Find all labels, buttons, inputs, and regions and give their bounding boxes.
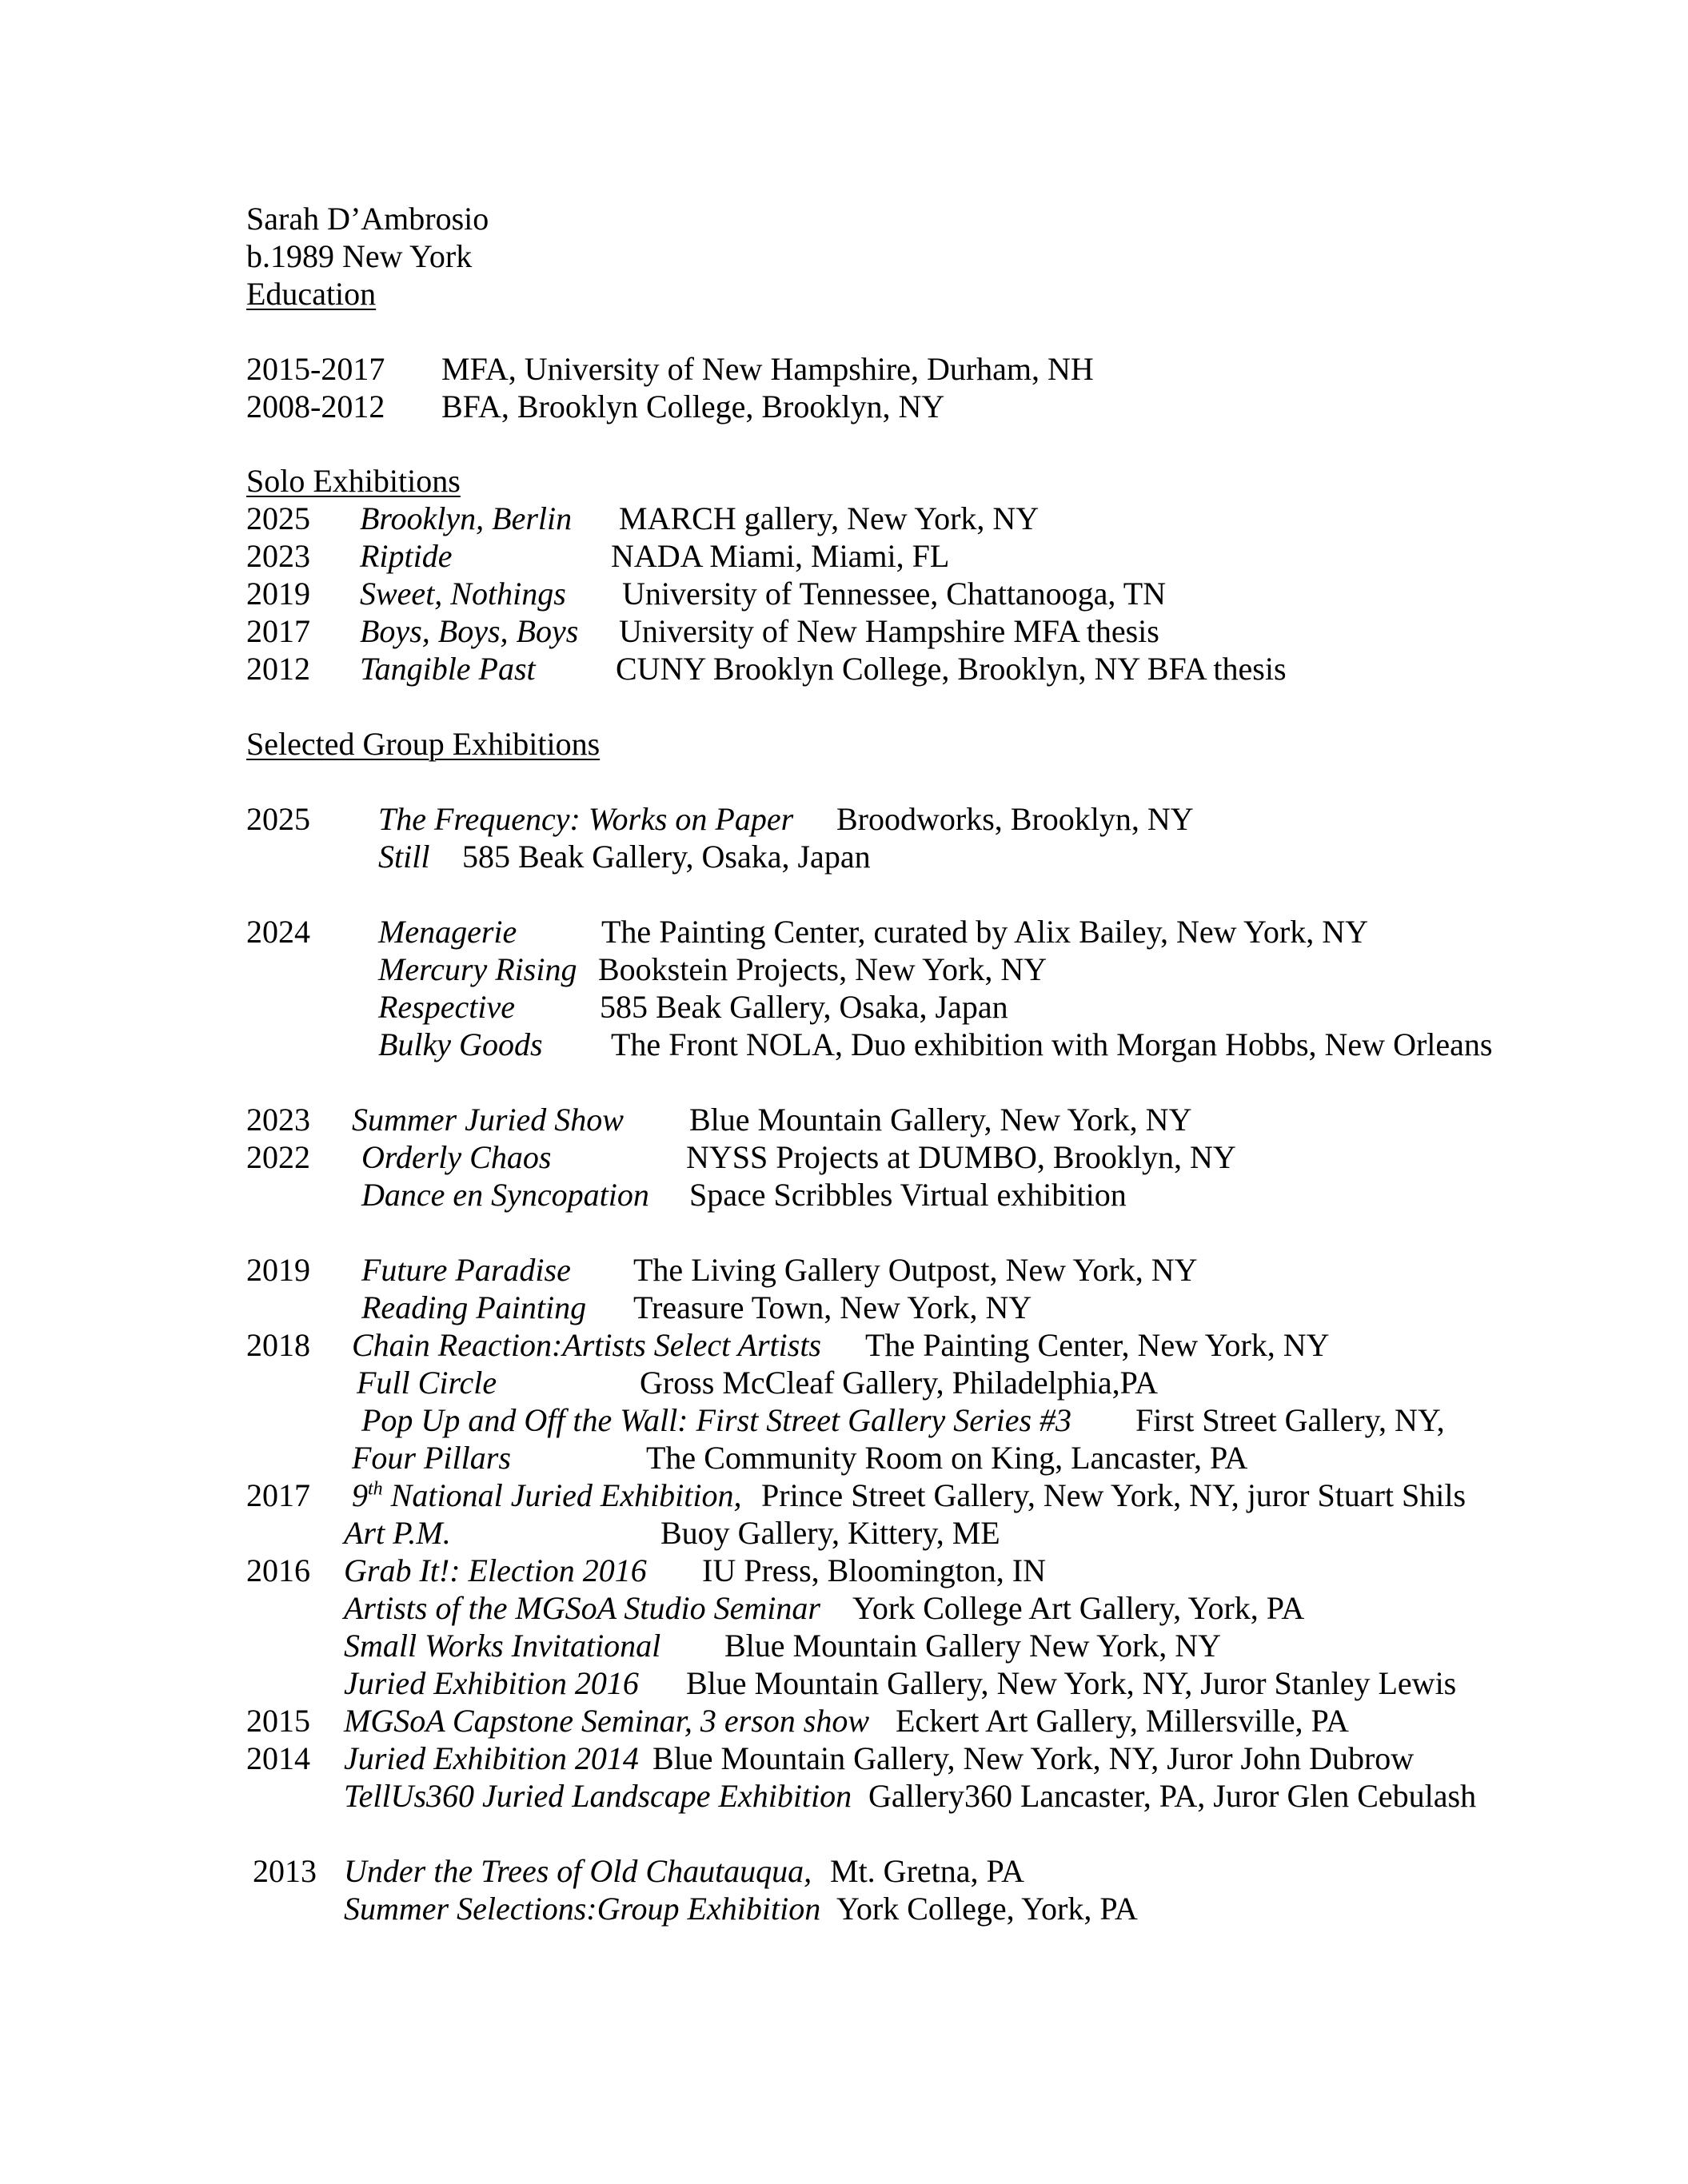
group-title: Still [378,839,430,875]
solo-venue: University of New Hampshire MFA thesis [619,613,1159,649]
group-year: 2025 [246,801,310,837]
group-title: Bulky Goods [378,1026,543,1062]
artist-name: Sarah D’Ambrosio [246,201,489,237]
group-venue: York College Art Gallery, York, PA [852,1590,1305,1626]
group-venue: Blue Mountain Gallery New York, NY [724,1628,1222,1664]
group-title: Summer Juried Show [352,1102,624,1138]
group-title: Full Circle [357,1365,497,1401]
group-title: Juried Exhibition 2014 [344,1740,639,1776]
group-title: Menagerie [378,914,517,950]
group-venue: The Living Gallery Outpost, New York, NY [633,1252,1198,1288]
solo-year: 2025 [246,500,310,536]
group-year: 2017 [246,1477,310,1513]
education-degree: MFA, University of New Hampshire, Durham, NH [441,351,1094,387]
group-venue: York College, York, PA [836,1891,1138,1927]
group-year: 2024 [246,914,310,950]
solo-year: 2019 [246,576,310,612]
education-years: 2008-2012 [246,389,385,424]
solo-venue: MARCH gallery, New York, NY [619,500,1040,536]
group-title: TellUs360 Juried Landscape Exhibition [344,1778,852,1814]
education-degree: BFA, Brooklyn College, Brooklyn, NY [441,389,945,424]
group-year: 2018 [246,1327,310,1363]
group-venue: Treasure Town, New York, NY [633,1289,1032,1325]
solo-venue: University of Tennessee, Chattanooga, TN [622,576,1167,612]
group-venue: Blue Mountain Gallery, New York, NY, Juror Stanley Lewis [686,1665,1457,1701]
group-title: Grab It!: Election 2016 [344,1552,647,1588]
group-venue: Buoy Gallery, Kittery, ME [660,1515,1000,1551]
group-title: Summer Selections:Group Exhibition [344,1891,821,1927]
group-venue: The Painting Center, curated by Alix Bailey, New York, NY [601,914,1368,950]
group-venue: Gallery360 Lancaster, PA, Juror Glen Cebulash [868,1778,1477,1814]
group-title: Four Pillars [352,1440,511,1476]
group-venue: Gross McCleaf Gallery, Philadelphia,PA [640,1365,1159,1401]
birth-info: b.1989 New York [246,238,473,274]
education-heading: Education [246,276,377,312]
group-venue: The Painting Center, New York, NY [865,1327,1330,1363]
group-title: Juried Exhibition 2016 [344,1665,639,1701]
group-venue: The Community Room on King, Lancaster, PA [646,1440,1248,1476]
solo-year: 2012 [246,651,310,687]
group-title: Art P.M. [344,1515,451,1551]
group-title: Pop Up and Off the Wall: First Street Gallery Series #3 [361,1402,1072,1438]
group-year: 2014 [246,1740,310,1776]
group-venue: Mt. Gretna, PA [830,1853,1024,1889]
solo-year: 2023 [246,538,310,574]
group-year: 2023 [246,1102,310,1138]
group-venue: IU Press, Bloomington, IN [702,1552,1046,1588]
group-heading: Selected Group Exhibitions [246,726,601,762]
solo-heading: Solo Exhibitions [246,463,461,499]
group-title: Orderly Chaos [361,1139,552,1175]
solo-year: 2017 [246,613,310,649]
group-title: Future Paradise [361,1252,571,1288]
group-year: 2015 [246,1703,310,1739]
group-venue: Bookstein Projects, New York, NY [598,951,1048,987]
solo-venue: CUNY Brooklyn College, Brooklyn, NY BFA thesis [616,651,1287,687]
solo-title: Sweet, Nothings [360,576,566,612]
group-venue: Broodworks, Brooklyn, NY [836,801,1194,837]
group-venue: First Street Gallery, NY, [1135,1402,1445,1438]
group-title: Dance en Syncopation [361,1177,649,1213]
group-venue: NYSS Projects at DUMBO, Brooklyn, NY [686,1139,1236,1175]
group-title: Under the Trees of Old Chautauqua, [344,1853,812,1889]
group-venue: Blue Mountain Gallery, New York, NY [689,1102,1192,1138]
group-title: Mercury Rising [378,951,577,987]
group-year: 2019 [246,1252,310,1288]
solo-title: Boys, Boys, Boys [360,613,579,649]
group-year: 2016 [246,1552,310,1588]
group-title: Respective [378,989,515,1025]
group-venue: Eckert Art Gallery, Millersville, PA [896,1703,1349,1739]
group-year: 2022 [246,1139,310,1175]
solo-venue: NADA Miami, Miami, FL [611,538,950,574]
group-venue: Space Scribbles Virtual exhibition [689,1177,1127,1213]
education-years: 2015-2017 [246,351,385,387]
group-venue: The Front NOLA, Duo exhibition with Morgan Hobbs, New Orleans [611,1026,1493,1062]
solo-title: Riptide [360,538,453,574]
group-title: MGSoA Capstone Seminar, 3 erson show [344,1703,870,1739]
group-year: 2013 [253,1853,317,1889]
group-title: Reading Painting [361,1289,587,1325]
group-venue: Prince Street Gallery, New York, NY, juror Stuart Shils [761,1477,1467,1513]
group-venue: Blue Mountain Gallery, New York, NY, Juror John Dubrow [652,1740,1415,1776]
group-title: Small Works Invitational [344,1628,661,1664]
group-venue: 585 Beak Gallery, Osaka, Japan [462,839,871,875]
solo-title: Tangible Past [360,651,536,687]
solo-title: Brooklyn, Berlin [360,500,573,536]
group-title: Chain Reaction:Artists Select Artists [352,1327,821,1363]
group-venue: 585 Beak Gallery, Osaka, Japan [600,989,1008,1025]
group-title: 9th National Juried Exhibition, [352,1477,742,1513]
group-title: The Frequency: Works on Paper [378,801,794,837]
group-title: Artists of the MGSoA Studio Seminar [344,1590,820,1626]
